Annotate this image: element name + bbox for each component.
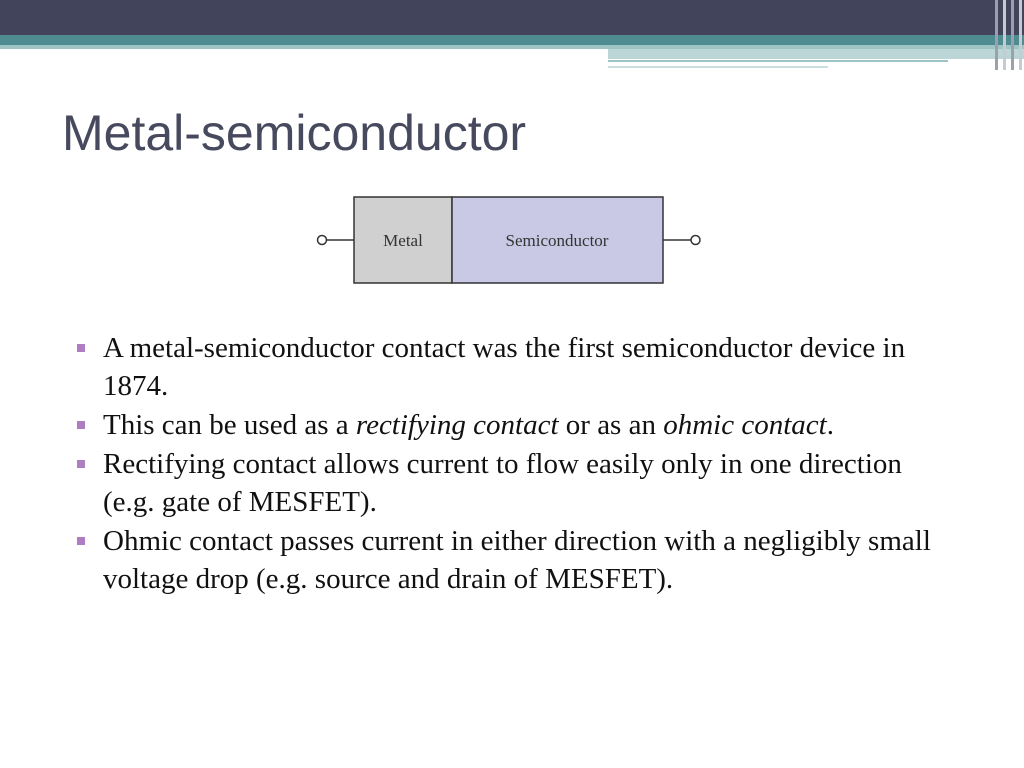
bullet-item <box>74 445 944 521</box>
square-bullet-icon <box>77 421 85 429</box>
slide-title: Metal-semiconductor <box>62 105 527 161</box>
metal-label: Metal <box>383 231 423 250</box>
bullet-text: Rectifying contact allows current to flow easily only in one direction (e.g. gate of MESFET). <box>103 448 902 518</box>
bullet-text-part: or as an <box>558 409 664 441</box>
square-bullet-icon <box>77 460 85 468</box>
rectifying-contact-term: rectifying contact <box>355 409 559 441</box>
bullet-item <box>74 522 944 598</box>
square-bullet-icon <box>77 344 85 352</box>
bullet-text: Ohmic contact passes current in either direction with a negligibly small voltage drop (e.g. source and drain of MESFET). <box>103 525 931 595</box>
bullet-item <box>74 406 944 444</box>
left-terminal <box>318 236 327 245</box>
header-band <box>0 0 1024 70</box>
semiconductor-label: Semiconductor <box>505 231 609 250</box>
bullet-text: A metal-semiconductor contact was the first semiconductor device in 1874. <box>103 332 906 402</box>
bullet-text-part: This can be used as a <box>103 409 356 441</box>
square-bullet-icon <box>77 537 85 545</box>
bullet-list <box>74 329 944 599</box>
metal-semiconductor-diagram <box>314 192 704 288</box>
ohmic-contact-term: ohmic contact <box>663 409 827 441</box>
bullet-text-part: . <box>826 409 834 441</box>
bullet-item <box>74 329 944 405</box>
right-terminal <box>691 236 700 245</box>
